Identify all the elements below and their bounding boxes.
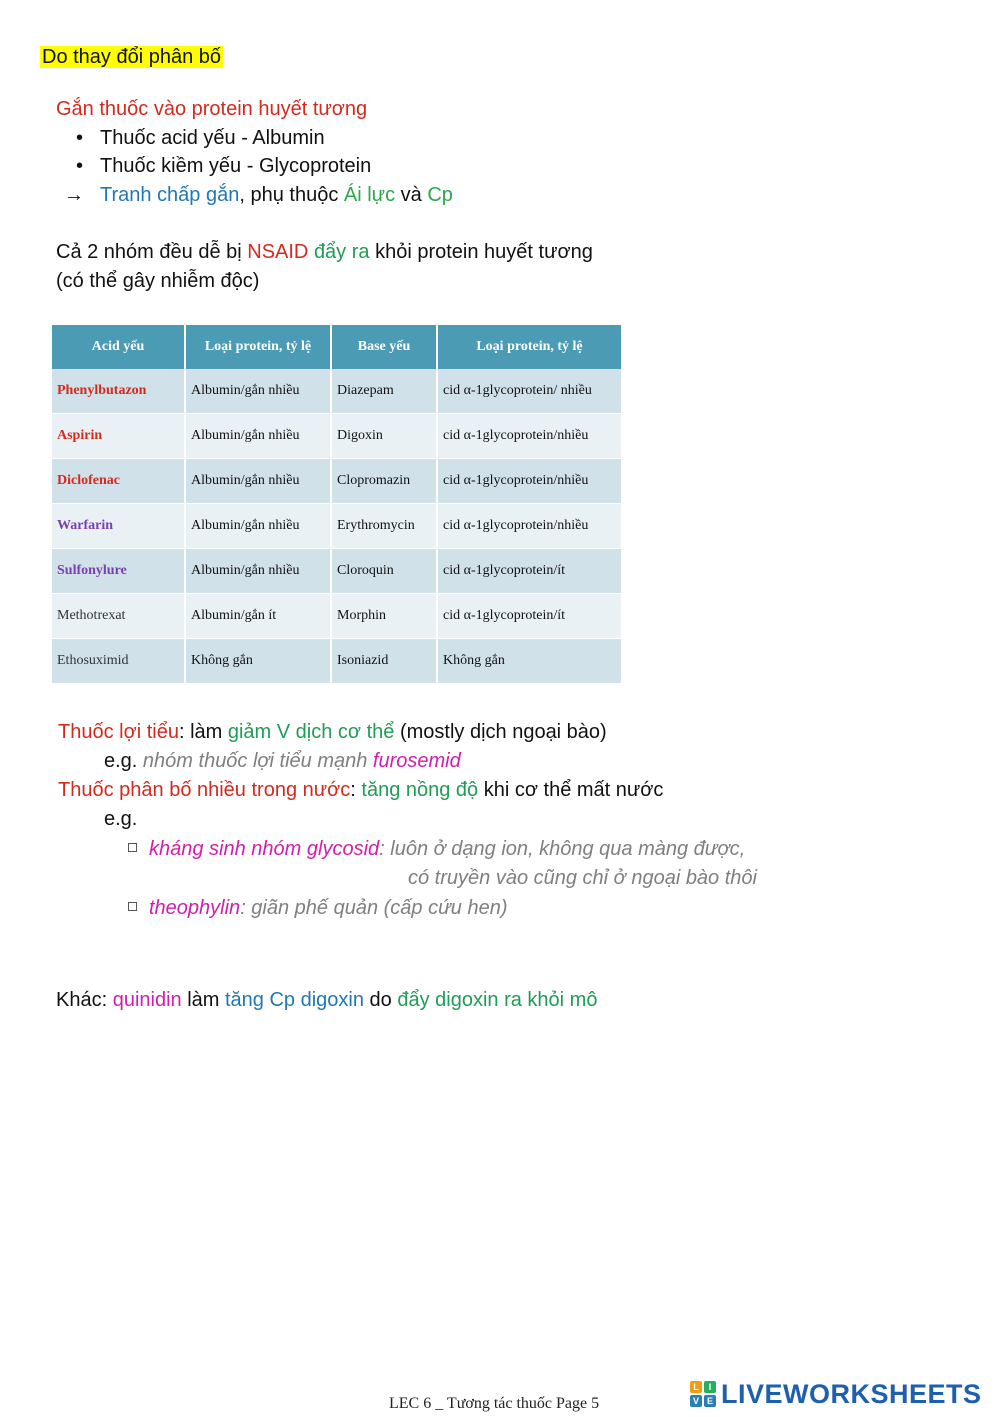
base-protein-cell: Không gắn <box>437 639 622 684</box>
base-protein-cell: cid α-1glycoprotein/ít <box>437 549 622 594</box>
bullet-item-base: • Thuốc kiềm yếu - Glycoprotein <box>76 152 371 180</box>
header-protein-acid: Loại protein, tỷ lệ <box>185 325 331 369</box>
acid-protein-cell: Albumin/gắn ít <box>185 594 331 639</box>
table-row <box>52 594 622 639</box>
acid-drug-cell: Aspirin <box>52 414 185 459</box>
acid-protein-cell: Albumin/gắn nhiều <box>185 549 331 594</box>
table-row <box>52 459 622 504</box>
square-bullet-icon <box>128 902 137 911</box>
bullet-icon: • <box>76 155 84 177</box>
acid-protein-cell: Albumin/gắn nhiều <box>185 504 331 549</box>
arrow-line: → Tranh chấp gắn, phụ thuộc Ái lực và Cp <box>64 181 453 209</box>
base-drug-cell: Digoxin <box>331 414 437 459</box>
base-drug-cell: Cloroquin <box>331 549 437 594</box>
acid-drug-cell: Sulfonylure <box>52 549 185 594</box>
acid-drug-cell: Phenylbutazon <box>52 369 185 414</box>
acid-protein-cell: Albumin/gắn nhiều <box>185 459 331 504</box>
water-example-label: e.g. <box>104 808 138 830</box>
acid-protein-cell: Albumin/gắn nhiều <box>185 369 331 414</box>
logo-cell: E <box>704 1395 716 1407</box>
nsaid-note: Cả 2 nhóm đều dễ bị NSAID đẩy ra khỏi protein huyết tương <box>56 241 593 263</box>
base-drug-cell: Morphin <box>331 594 437 639</box>
base-drug-cell: Clopromazin <box>331 459 437 504</box>
bullet-icon: • <box>76 127 84 149</box>
acid-drug-cell: Ethosuximid <box>52 639 185 684</box>
base-protein-cell: cid α-1glycoprotein/nhiều <box>437 459 622 504</box>
header-protein-base: Loại protein, tỷ lệ <box>437 325 622 369</box>
base-protein-cell: cid α-1glycoprotein/nhiều <box>437 414 622 459</box>
liveworksheets-logo[interactable] <box>690 1378 982 1410</box>
diuretic-example: e.g. nhóm thuốc lợi tiểu mạnh furosemid <box>104 750 461 772</box>
other-note: Khác: quinidin làm tăng Cp digoxin do đẩy digoxin ra khỏi mô <box>56 989 598 1011</box>
protein-binding-table <box>52 325 623 684</box>
table-row <box>52 639 622 684</box>
base-drug-cell: Diazepam <box>331 369 437 414</box>
glycosid-item: kháng sinh nhóm glycosid: luôn ở dạng ion, không qua màng được, <box>128 835 745 863</box>
page-footer: LEC 6 _ Tương tác thuốc Page 5 <box>389 1395 600 1412</box>
table-row <box>52 414 622 459</box>
glycosid-item-line2: có truyền vào cũng chỉ ở ngoại bào thôi <box>408 867 757 889</box>
protein-binding-title: Gắn thuốc vào protein huyết tương <box>56 98 368 120</box>
acid-protein-cell: Không gắn <box>185 639 331 684</box>
table-row <box>52 504 622 549</box>
base-drug-cell: Erythromycin <box>331 504 437 549</box>
acid-drug-cell: Methotrexat <box>52 594 185 639</box>
diuretic-line: Thuốc lợi tiểu: làm giảm V dịch cơ thể (mostly dịch ngoại bào) <box>58 721 607 743</box>
theophylin-item: theophylin: giãn phế quản (cấp cứu hen) <box>128 894 508 922</box>
logo-cell: I <box>704 1381 716 1393</box>
header-acid: Acid yếu <box>52 325 185 369</box>
logo-icon <box>690 1381 716 1407</box>
nsaid-note-line2: (có thể gây nhiễm độc) <box>56 270 260 292</box>
base-drug-cell: Isoniazid <box>331 639 437 684</box>
acid-drug-cell: Diclofenac <box>52 459 185 504</box>
logo-text: LIVEWORKSHEETS <box>721 1378 982 1409</box>
bullet-item-acid: • Thuốc acid yếu - Albumin <box>76 124 325 152</box>
base-protein-cell: cid α-1glycoprotein/ nhiều <box>437 369 622 414</box>
logo-cell: V <box>690 1395 702 1407</box>
base-protein-cell: cid α-1glycoprotein/ít <box>437 594 622 639</box>
acid-drug-cell: Warfarin <box>52 504 185 549</box>
arrow-right-icon: → <box>64 184 84 206</box>
logo-cell: L <box>690 1381 702 1393</box>
header-base: Base yếu <box>331 325 437 369</box>
section-heading: Do thay đổi phân bố <box>42 46 222 68</box>
table-header-row <box>52 325 622 369</box>
square-bullet-icon <box>128 843 137 852</box>
base-protein-cell: cid α-1glycoprotein/nhiều <box>437 504 622 549</box>
table-row <box>52 549 622 594</box>
table-row <box>52 369 622 414</box>
acid-protein-cell: Albumin/gắn nhiều <box>185 414 331 459</box>
water-distribution-line: Thuốc phân bố nhiều trong nước: tăng nồng độ khi cơ thể mất nước <box>58 779 664 801</box>
